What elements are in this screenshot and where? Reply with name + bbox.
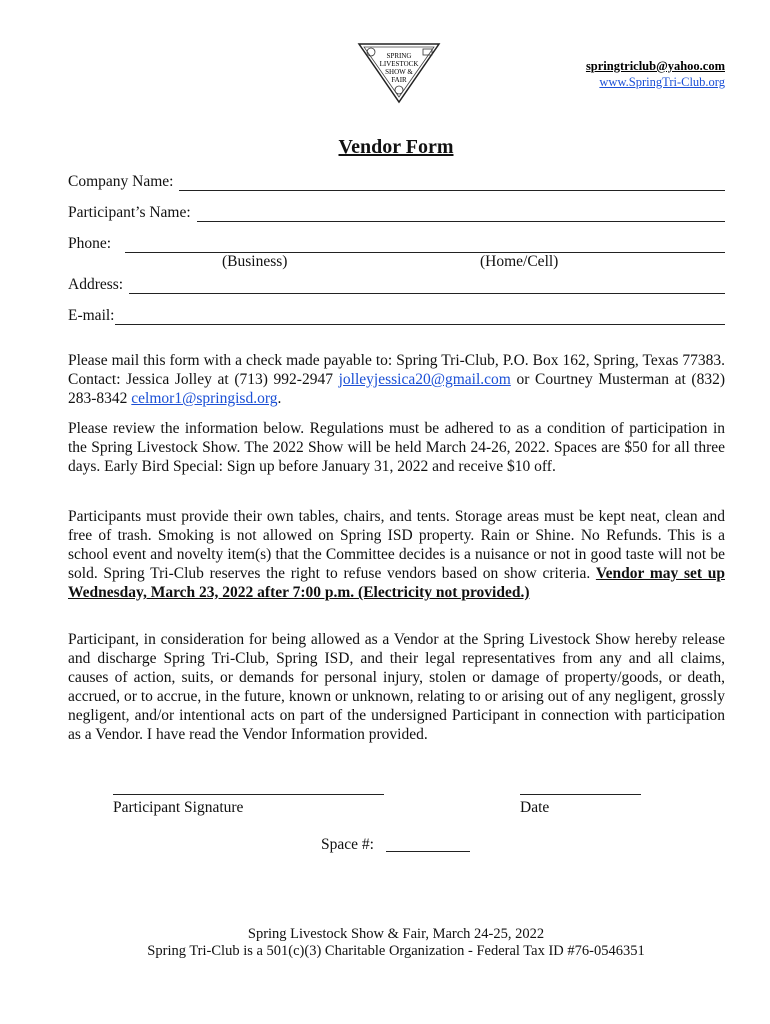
phone-line[interactable] xyxy=(125,238,725,253)
triangle-emblem-icon xyxy=(357,42,441,104)
phone-label: Phone: xyxy=(68,235,112,252)
participant-signature-line[interactable] xyxy=(113,794,384,795)
participant-name-line[interactable] xyxy=(197,207,725,222)
date-line[interactable] xyxy=(520,794,641,795)
participant-name-field[interactable] xyxy=(68,202,725,222)
contact-block xyxy=(586,58,725,90)
logo-line-4: FAIR xyxy=(391,76,407,84)
contact-email-link[interactable]: springtriclub@yahoo.com xyxy=(585,59,725,73)
show-logo xyxy=(357,42,441,104)
jessica-email-link[interactable]: jolleyjessica20@gmail.com xyxy=(338,371,511,388)
logo-line-3: SHOW & xyxy=(385,68,413,76)
mailing-instructions xyxy=(68,351,725,408)
phone-field[interactable] xyxy=(68,233,725,253)
space-number-label: Space #: xyxy=(321,836,374,853)
participant-signature-label: Participant Signature xyxy=(113,799,244,816)
setup-notice: Vendor may set up Wednesday, March 23, 2022 after 7:00 p.m. (Electricity not provided.) xyxy=(68,565,725,601)
address-label: Address: xyxy=(68,276,124,293)
footer-event-line: Spring Livestock Show & Fair, March 24-25, 2022 xyxy=(247,926,545,942)
release-waiver: Participant, in consideration for being allowed as a Vendor at the Spring Livestock Show hereby release and discharge Spring Tri-Club, Spring ISD, and their legal representatives from any and all claims, causes of action, suits, or demands for personal injury, stolen or damage of property/goods, or death, accrued, or to accrue, in the future, known or unknown, relating to or arising out of any negligent, grossly negligent, and/or intentional acts on part of the undersigned Participant in connection with participation as a Vendor. I have read the Vendor Information provided. xyxy=(68,631,725,743)
address-line[interactable] xyxy=(129,279,725,294)
page-title: Vendor Form xyxy=(338,136,454,158)
website-link[interactable]: www.SpringTri-Club.org xyxy=(599,75,725,89)
date-label: Date xyxy=(520,799,550,816)
participant-name-label: Participant’s Name: xyxy=(68,204,191,221)
show-information: Please review the information below. Regulations must be adhered to as a condition of participation in the Spring Livestock Show. The 2022 Show will be held March 24-26, 2022. Spaces are $50 for all three days. Early Bird Special: Sign up before January 31, 2022 and receive $10 off. xyxy=(68,420,725,475)
logo-line-2: LIVESTOCK xyxy=(379,60,419,68)
vendor-rules xyxy=(68,507,725,602)
courtney-email-link[interactable]: celmor1@springisd.org xyxy=(131,390,278,407)
email-label: E-mail: xyxy=(68,307,115,324)
company-name-line[interactable] xyxy=(179,176,725,191)
phone-home-caption: (Home/Cell) xyxy=(480,253,559,270)
address-field[interactable] xyxy=(68,274,725,294)
footer-tax-line: Spring Tri-Club is a 501(c)(3) Charitable Organization - Federal Tax ID #76-0546351 xyxy=(147,943,645,959)
mailing-text-1: Please mail this form with a check made payable to: Spring Tri-Club, P.O. Box 162, Spring, Texas 77383. Contact: Jessica Jolley at (713) 992-2947 xyxy=(68,352,725,388)
company-name-field[interactable] xyxy=(68,171,725,191)
logo-line-1: SPRING xyxy=(386,52,412,60)
mailing-text-2: or Courtney Musterman at (832) 283-8342 xyxy=(68,371,725,407)
vendor-rules-text: Participants must provide their own tables, chairs, and tents. Storage areas must be kept neat, clean and free of trash. Smoking is not allowed on Spring ISD property. Rain or Shine. No Refunds. This is a school event and novelty item(s) that the Committee decides is a nuisance or not in good taste will not be sold. Spring Tri-Club reserves the right to refuse vendors based on show criteria. xyxy=(68,508,725,582)
space-number-line[interactable] xyxy=(386,851,470,852)
email-line[interactable] xyxy=(115,310,726,325)
mailing-text-3: . xyxy=(277,390,282,407)
email-field[interactable] xyxy=(68,305,725,325)
phone-business-caption: (Business) xyxy=(222,253,288,270)
company-name-label: Company Name: xyxy=(68,173,174,190)
